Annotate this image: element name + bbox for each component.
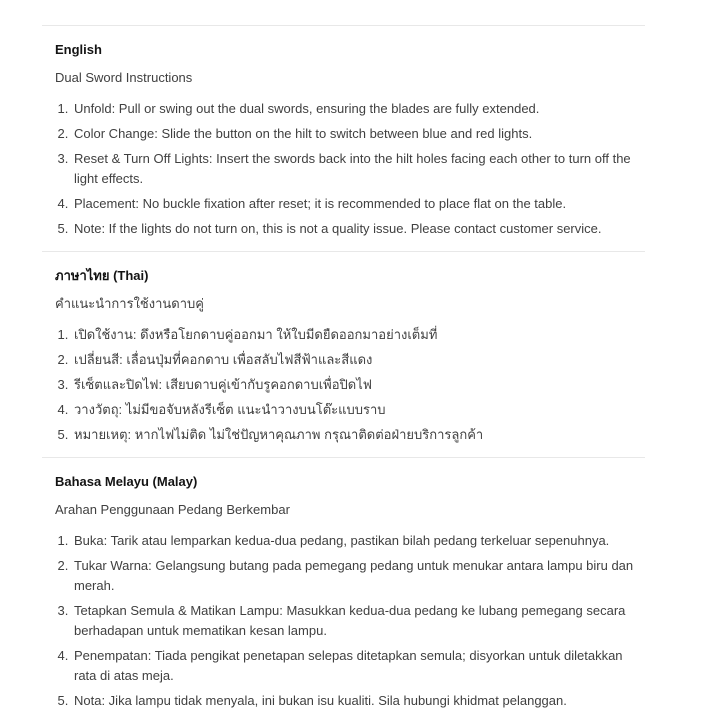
section-heading-thai: ภาษาไทย (Thai) (55, 268, 149, 283)
instruction-list-english (55, 99, 641, 239)
instruction-item: 4. วางวัตถุ: ไม่มีขอจับหลังรีเซ็ต แนะนำวางบนโต๊ะแบบราบ (72, 400, 641, 420)
instruction-item: 2. Color Change: Slide the button on the hilt to switch between blue and red lights. (72, 124, 641, 144)
instruction-item: 1. Unfold: Pull or swing out the dual swords, ensuring the blades are fully extended. (72, 99, 641, 119)
instruction-item: 1. Buka: Tarik atau lemparkan kedua-dua pedang, pastikan bilah pedang terkeluar sepenuhnya. (72, 531, 641, 551)
section-subtitle-thai: คำแนะนำการใช้งานดาบคู่ (55, 296, 204, 311)
instruction-item: 2. Tukar Warna: Gelangsung butang pada pemegang pedang untuk menukar antara lampu biru dan merah. (72, 556, 641, 596)
instruction-item: 5. Note: If the lights do not turn on, this is not a quality issue. Please contact customer service. (72, 219, 641, 239)
instruction-list-malay (55, 531, 641, 710)
instruction-item: 3. รีเซ็ตและปิดไฟ: เสียบดาบคู่เข้ากับรูคอกดาบเพื่อปิดไฟ (72, 375, 641, 395)
instruction-item: 3. Tetapkan Semula & Matikan Lampu: Masukkan kedua-dua pedang ke lubang pemegang secara berhadapan untuk mematikan kesan lampu. (72, 601, 641, 641)
section-heading-english: English (55, 42, 102, 57)
section-heading-malay: Bahasa Melayu (Malay) (55, 474, 198, 489)
product-description-page (42, 25, 645, 710)
instruction-item: 4. Penempatan: Tiada pengikat penetapan selepas ditetapkan semula; disyorkan untuk diletakkan rata di atas meja. (72, 646, 641, 686)
instruction-list-thai (55, 325, 641, 445)
instruction-item: 2. เปลี่ยนสี: เลื่อนปุ่มที่คอกดาบ เพื่อสลับไฟสีฟ้าและสีแดง (72, 350, 641, 370)
section-malay (42, 458, 645, 710)
instruction-item: 1. เปิดใช้งาน: ดึงหรือโยกดาบคู่ออกมา ให้ใบมีดยืดออกมาอย่างเต็มที่ (72, 325, 641, 345)
section-subtitle-english: Dual Sword Instructions (55, 70, 193, 85)
instruction-item: 4. Placement: No buckle fixation after reset; it is recommended to place flat on the table. (72, 194, 641, 214)
instruction-item: 5. หมายเหตุ: หากไฟไม่ติด ไม่ใช่ปัญหาคุณภาพ กรุณาติดต่อฝ่ายบริการลูกค้า (72, 425, 641, 445)
section-subtitle-malay: Arahan Penggunaan Pedang Berkembar (55, 502, 290, 517)
instruction-item: 5. Nota: Jika lampu tidak menyala, ini bukan isu kualiti. Sila hubungi khidmat pelanggan. (72, 691, 641, 710)
section-thai (42, 252, 645, 457)
instruction-item: 3. Reset & Turn Off Lights: Insert the swords back into the hilt holes facing each other to turn off the light effects. (72, 149, 641, 189)
section-english (42, 26, 645, 251)
